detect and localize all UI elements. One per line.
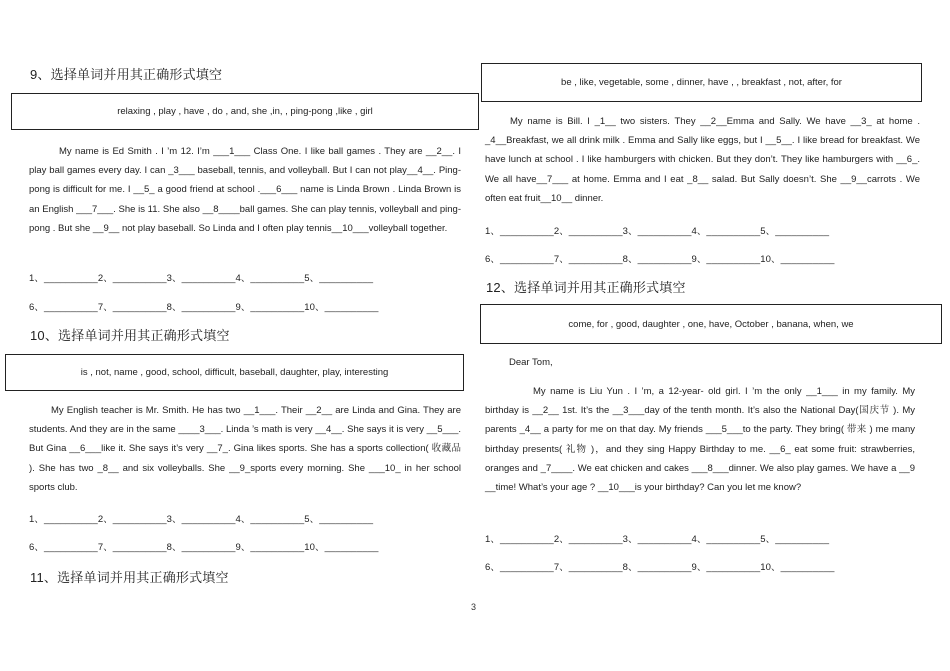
page-number: 3 [471, 602, 477, 612]
exercise-12-title: 12、选择单词并用其正确形式填空 [486, 280, 686, 295]
exercise-12-passage [485, 382, 915, 497]
exercise-12-word-box: come, for , good, daughter , one, have, October , banana, when, we [480, 304, 942, 344]
exercise-9-title: 9、选择单词并用其正确形式填空 [30, 67, 223, 82]
exercise-11-passage [485, 112, 920, 208]
exercise-10-text: My English teacher is Mr. Smith. He has two __1___. Their __2__ are Linda and Gina. They are students. And they are in the same ____3___. Linda ’s math is very __4__. She says it is very __5___. But Gina __6___like it. She says it’s very __7_. Gina likes sports. She has a sports collection( 收藏品 ). She has two _8__ and six volleyballs. She __9_sports every morning. She ___10_ in her school sports club. [29, 405, 461, 493]
exercise-10-passage [29, 401, 461, 497]
exercise-11-answers-row-1: 1、__________2、__________3、__________4、__________5、__________ [485, 226, 830, 237]
exercise-10-answers-row-1: 1、__________2、__________3、__________4、__________5、__________ [29, 514, 374, 525]
exercise-11-word-box: be , like, vegetable, some , dinner, have , , breakfast , not, after, for [481, 63, 922, 102]
exercise-12-greeting: Dear Tom, [509, 357, 553, 368]
exercise-9-word-box: relaxing , play , have , do , and, she ,in, , ping-pong ,like , girl [11, 93, 479, 130]
exercise-9-passage [29, 142, 461, 238]
exercise-9-answers-row-1: 1、__________2、__________3、__________4、__________5、__________ [29, 273, 374, 284]
exercise-10-answers-row-2: 6、__________7、__________8、__________9、__________10、__________ [29, 542, 379, 553]
exercise-12-answers-row-1: 1、__________2、__________3、__________4、__________5、__________ [485, 534, 830, 545]
exercise-9-answers-row-2: 6、__________7、__________8、__________9、__________10、__________ [29, 302, 379, 313]
exercise-11-text: My name is Bill. I _1__ two sisters. They __2__Emma and Sally. We have __3_ at home . _4__Breakfast, we all drink milk . Emma and Sally like eggs, but I __5__. I like bread for breakfast. We have lunch at school . I like hamburgers with chicken. But they don’t. They like hamburgers with __6_. We all have__7___ at home. Emma and I eat _8__ salad. But Sally doesn’t. She __9__carrots . We often eat fruit__10__ dinner. [485, 116, 920, 204]
exercise-9-text: My name is Ed Smith . I ’m 12. I’m ___1___ Class One. I like ball games . They are __2__. I play ball games every day. I can _3___ baseball, tennis, and volleyball. But I can not play__4__. Ping-pong is difficult for me. I __5_ a good friend at school .___6___ name is Linda Brown . Linda Brown is an English ___7___. She is 11. She also __8____ball games. She can play tennis, volleyball and ping- pong . But she __9__ not play baseball. So Linda and I often play tennis__10___volleyball together. [29, 146, 461, 234]
exercise-12-text: My name is Liu Yun . I ’m, a 12-year- old girl. I ’m the only __1___ in my family. My birthday is __2__ 1st. It’s the __3___day of the tenth month. It’s also the National Day(国庆节 ). My parents _4__ a party for me on that day. My friends ___5___to the party. They bring( 带来 ) me many birthday presents( 礼物 )，and they sing Happy Birthday to me. __6_ eat some fruit: strawberries, oranges and _7____. We eat chicken and cakes ___8___dinner. We also play games. We have a __9 __time! What’s your age ? __10___is your birthday? Can you let me know? [485, 386, 915, 494]
exercise-11-title: 11、选择单词并用其正确形式填空 [30, 570, 229, 585]
exercise-12-answers-row-2: 6、__________7、__________8、__________9、__________10、__________ [485, 562, 835, 573]
exercise-10-word-box: is , not, name , good, school, difficult, baseball, daughter, play, interesting [5, 354, 464, 391]
exercise-11-answers-row-2: 6、__________7、__________8、__________9、__________10、__________ [485, 254, 835, 265]
exercise-10-title: 10、选择单词并用其正确形式填空 [30, 328, 230, 343]
